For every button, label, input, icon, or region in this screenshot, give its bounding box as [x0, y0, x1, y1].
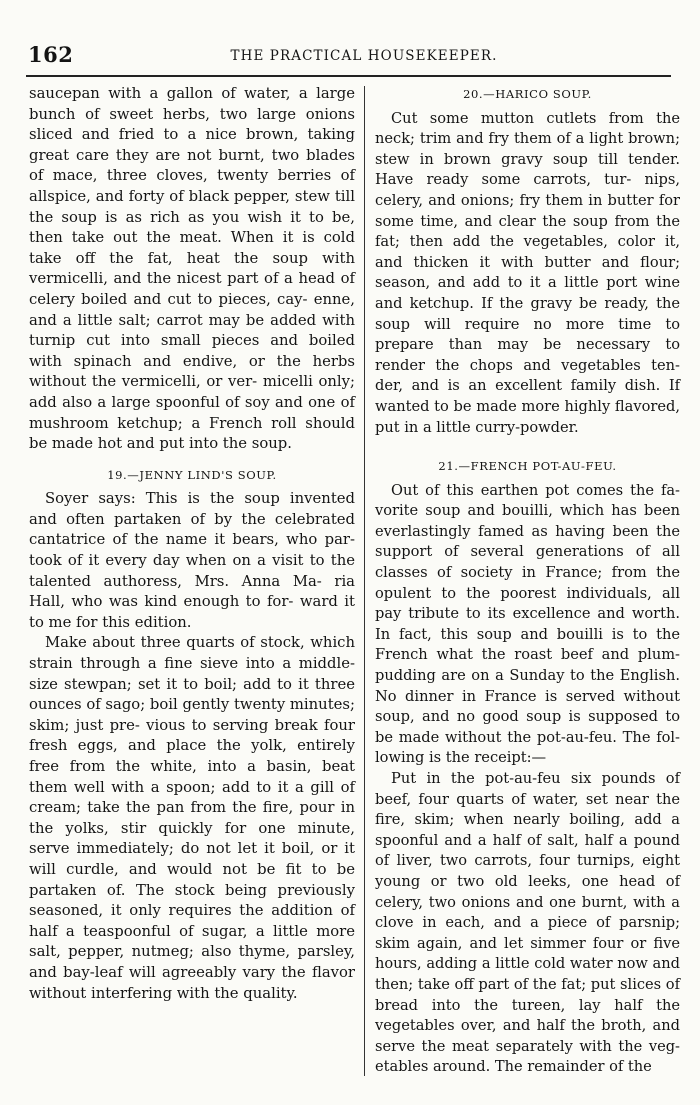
- recipe-paragraph: Make about three quarts of stock, which strain through a fine sieve into a middle-size stewpan; set it to boil; add to it three ounces of sago; boil gently twenty minutes; skim; just pre- vious to serving break four fresh eggs, and place the yolk, entirely free from the white, into a basin, beat them well with a spoon; add to it a gill of cream; take the pan from the fire, pour in the yolks, stir quickly for one minute, serve immediately; do not let it boil, or it will curdle, and would not be fit to be partaken of. The stock being previously seasoned, it only requires the addition of half a teaspoonful of sugar, a little more salt, pepper, nutmeg; also thyme, parsley, and bay-leaf will agreeably vary the flavor without interfering with the quality.: [29, 634, 355, 1002]
- running-title: THE PRACTICAL HOUSEKEEPER.: [230, 48, 498, 64]
- recipe-heading: 20.—HARICO SOUP.: [463, 87, 592, 101]
- column-divider: [364, 86, 365, 1076]
- recipe-paragraph: Out of this earthen pot comes the fa- vorite soup and bouilli, which has been everlastingly famed as having been the support of several generations of all classes of society in France; from the opulent to the poorest individuals, all pay tribute to its excellence and worth. In fact, this soup and bouilli is to the French what the roast beef and plum- pudding are on a Sunday to the English. No dinner in France is served without soup, and no good soup is supposed to be made without the pot-au-feu. The fol- lowing is the receipt:—: [375, 481, 680, 767]
- right-column: [375, 84, 680, 1078]
- header-rule: [26, 75, 671, 77]
- recipe-heading: 19.—JENNY LIND'S SOUP.: [107, 467, 277, 482]
- recipe-paragraph: Soyer says: This is the soup invented and often partaken of by the celebrated cantatrice of the name it bears, who par- took of it every day when on a visit to the talented authoress, Mrs. Anna Ma- ria Hall, who was kind enough to for- ward it to me for this edition.: [29, 490, 355, 631]
- page-header: [28, 42, 670, 76]
- recipe-paragraph: Put in the pot-au-feu six pounds of beef, four quarts of water, set near the fire, skim; when nearly boiling, add a spoonful and a half of salt, half a pound of liver, two carrots, four turnips, eight young or two old leeks, one head of celery, two onions and one burnt, with a clove in each, and a piece of parsnip; skim again, and let simmer four or five hours, adding a little cold water now and then; take off part of the fat; put slices of bread into the tureen, lay half the vegetables over, and half the broth, and serve the meat separately with the veg- etables around. The remainder of the: [375, 770, 680, 1076]
- page-number: 162: [28, 42, 74, 67]
- continued-paragraph: saucepan with a gallon of water, a large bunch of sweet herbs, two large onions sliced and fried to a nice brown, taking great care they are not burnt, two blades of mace, three cloves, twenty berries of allspice, and forty of black pepper, stew till the soup is as rich as you wish it to be, then take out the meat. When it is cold take off the fat, heat the soup with vermicelli, and the nicest part of a head of celery boiled and cut to pieces, cay- enne, and a little salt; carrot may be added with turnip cut into small pieces and boiled with spinach and endive, or the herbs without the vermicelli, or ver- micelli only; add also a large spoonful of soy and one of mushroom ketchup; a French roll should be made hot and put into the soup.: [29, 85, 355, 453]
- left-column: [29, 84, 355, 1004]
- recipe-paragraph: Cut some mutton cutlets from the neck; trim and fry them of a light brown; stew in brown gravy soup till tender. Have ready some carrots, tur- nips, celery, and onions; fry them in butter for some time, and clear the soup from the fat; then add the vegetables, color it, and thicken it with butter and flour; season, and add to it a little port wine and ketchup. If the gravy be ready, the soup will require no more time to prepare than may be necessary to render the chops and vegetables ten- der, and is an excellent family dish. If wanted to be made more highly flavored, put in a little curry-powder.: [375, 109, 680, 436]
- recipe-heading: 21.—FRENCH POT-AU-FEU.: [438, 459, 617, 474]
